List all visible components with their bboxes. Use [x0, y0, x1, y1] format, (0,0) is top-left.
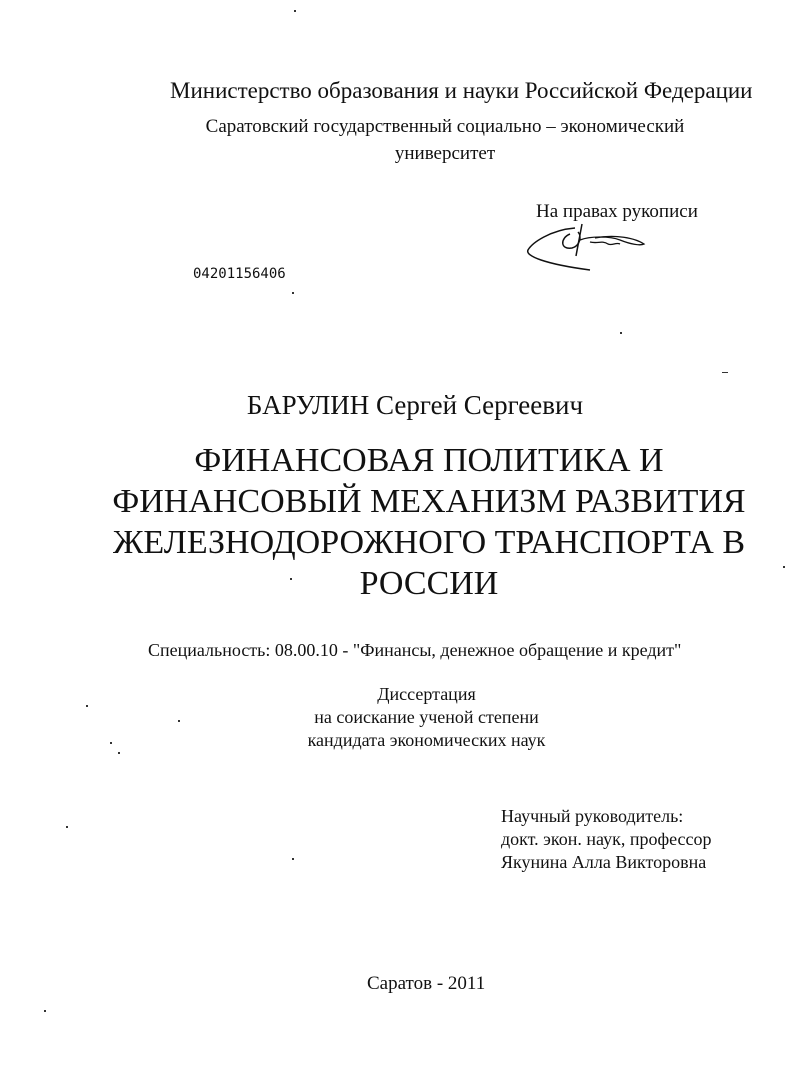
supervisor-degree: докт. экон. наук, профессор: [501, 829, 712, 849]
city-year: Саратов - 2011: [367, 973, 486, 994]
specialty: Специальность: 08.00.10 - "Финансы, денежное обращение и кредит": [148, 640, 682, 660]
university-line-2: университет: [394, 143, 496, 164]
supervisor-name: Якунина Алла Викторовна: [501, 852, 707, 872]
title-line: ЖЕЛЕЗНОДОРОЖНОГО ТРАНСПОРТА В: [112, 524, 746, 561]
scan-speck: [783, 566, 785, 568]
dissertation-label: Диссертация: [377, 684, 476, 704]
degree-name: кандидата экономических наук: [307, 730, 546, 750]
university-line-1: Саратовский государственный социально – экономический: [205, 116, 685, 137]
scan-speck: [722, 372, 728, 373]
dissertation-type: [0, 683, 797, 752]
scan-speck: [620, 332, 622, 334]
scan-speck: [44, 1010, 46, 1012]
manuscript-rights-note: На правах рукописи: [536, 201, 698, 222]
scan-speck: [118, 752, 120, 754]
scan-speck: [110, 742, 112, 744]
scan-speck: [292, 292, 294, 294]
scan-speck: [290, 578, 292, 580]
title-line: РОССИИ: [359, 565, 499, 602]
inventory-number: 04201156406: [193, 266, 286, 282]
supervisor-label: Научный руководитель:: [501, 806, 684, 826]
scan-speck: [294, 10, 296, 12]
author-name: БАРУЛИН Сергей Сергеевич: [246, 390, 584, 420]
dissertation-title: [0, 440, 797, 604]
supervisor-block: [501, 805, 712, 874]
degree-purpose: на соискание ученой степени: [314, 707, 539, 727]
scan-speck: [292, 858, 294, 860]
ministry-line: Министерство образования и науки Российской Федерации: [170, 78, 753, 103]
signature: [520, 218, 660, 283]
title-line: ФИНАНСОВАЯ ПОЛИТИКА И: [194, 442, 664, 479]
scan-speck: [178, 720, 180, 722]
title-line: ФИНАНСОВЫЙ МЕХАНИЗМ РАЗВИТИЯ: [112, 483, 746, 520]
scan-speck: [66, 826, 68, 828]
scan-speck: [86, 705, 88, 707]
